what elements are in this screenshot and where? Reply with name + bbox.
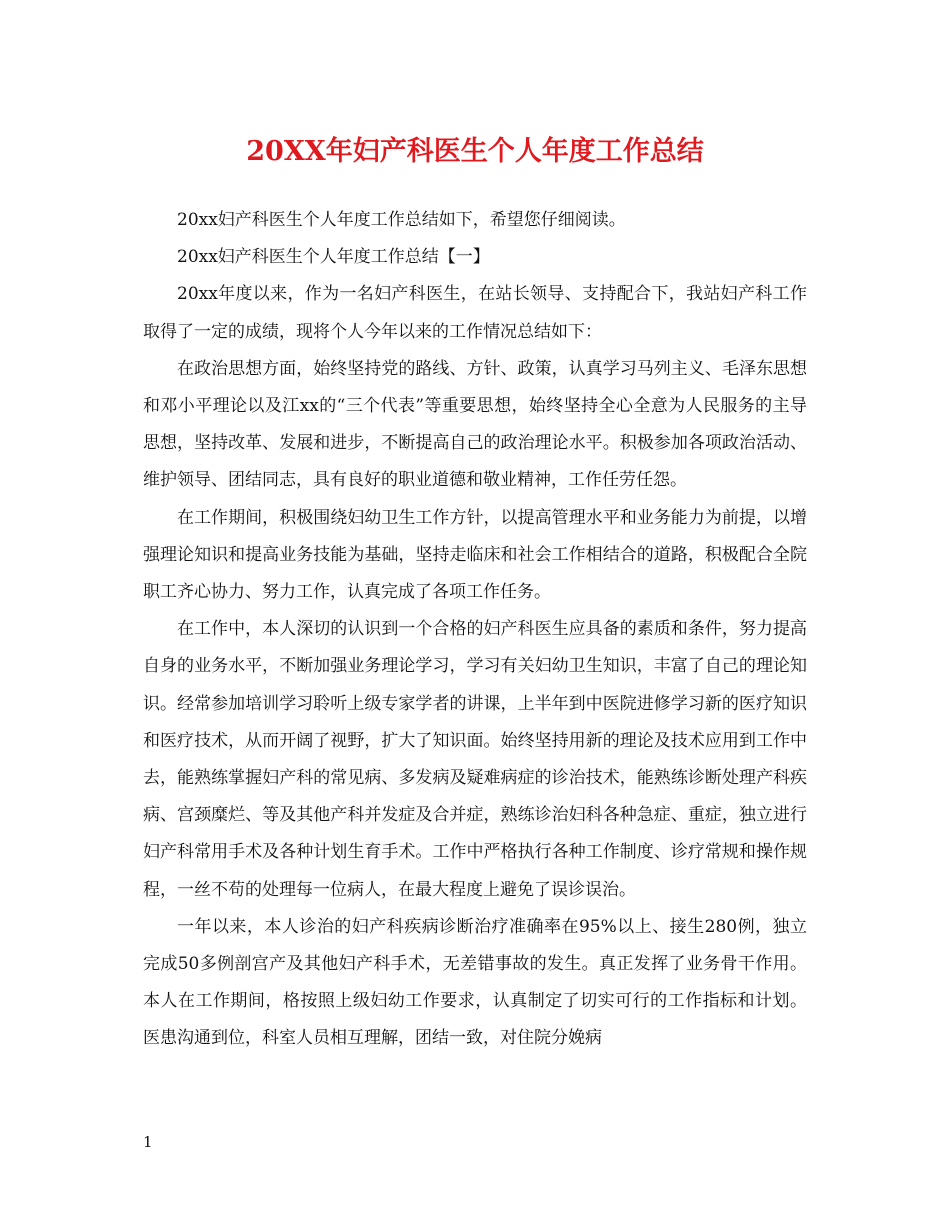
- document-title: 20XX年妇产科医生个人年度工作总结: [246, 136, 704, 167]
- paragraph-professional: 在工作中，本人深切的认识到一个合格的妇产科医生应具备的素质和条件，努力提高自身的业务水平，不断加强业务理论学习，学习有关妇幼卫生知识，丰富了自己的理论知识。经常参加培训学习聆听上级专家学者的讲课，上半年到中医院进修学习新的医疗知识和医疗技术，从而开阔了视野，扩大了知识面。始终坚持用新的理论及技术应用到工作中去，能熟练掌握妇产科的常见病、多发病及疑难病症的诊治技术，能熟练诊断处理产科疾病、宫颈糜烂、等及其他产科并发症及合并症，熟练诊治妇科各种急症、重症，独立进行妇产科常用手术及各种计划生育手术。工作中严格执行各种工作制度、诊疗常规和操作规程，一丝不苟的处理每一位病人，在最大程度上避免了误诊误治。: [143, 619, 807, 900]
- paragraph-achievements: 一年以来，本人诊治的妇产科疾病诊断治疗准确率在95%以上、接生280例，独立完成50多例剖宫产及其他妇产科手术，无差错事故的发生。真正发挥了业务骨干作用。本人在工作期间，格按照上级妇幼工作要求，认真制定了切实可行的工作指标和计划。 医患沟通到位，科室人员相互理解，团结一致，对住院分娩病: [143, 916, 807, 1049]
- paragraph-intro: 20xx妇产科医生个人年度工作总结如下，希望您仔细阅读。: [177, 210, 626, 230]
- page-number: 1: [143, 1133, 153, 1151]
- document-body: [143, 202, 807, 1058]
- paragraph-work-period: 在工作期间，积极围绕妇幼卫生工作方针，以提高管理水平和业务能力为前提，以增强理论知识和提高业务技能为基础，坚持走临床和社会工作相结合的道路，积极配合全院职工齐心协力、努力工作，认真完成了各项工作任务。: [143, 507, 807, 603]
- paragraph-overview: 20xx年度以来，作为一名妇产科医生，在站长领导、支持配合下，我站妇产科工作取得了一定的成绩，现将个人今年以来的工作情况总结如下：: [143, 284, 807, 342]
- paragraph-section-heading: 20xx妇产科医生个人年度工作总结【一】: [177, 247, 490, 268]
- paragraph-political: 在政治思想方面，始终坚持党的路线、方针、政策，认真学习马列主义、毛泽东思想和邓小平理论以及江xx的“三个代表”等重要思想，始终坚持全心全意为人民服务的主导思想，坚持改革、发展和进步，不断提高自己的政治理论水平。积极参加各项政治活动、维护领导、团结同志，具有良好的职业道德和敬业精神，工作任劳任怨。: [143, 358, 807, 491]
